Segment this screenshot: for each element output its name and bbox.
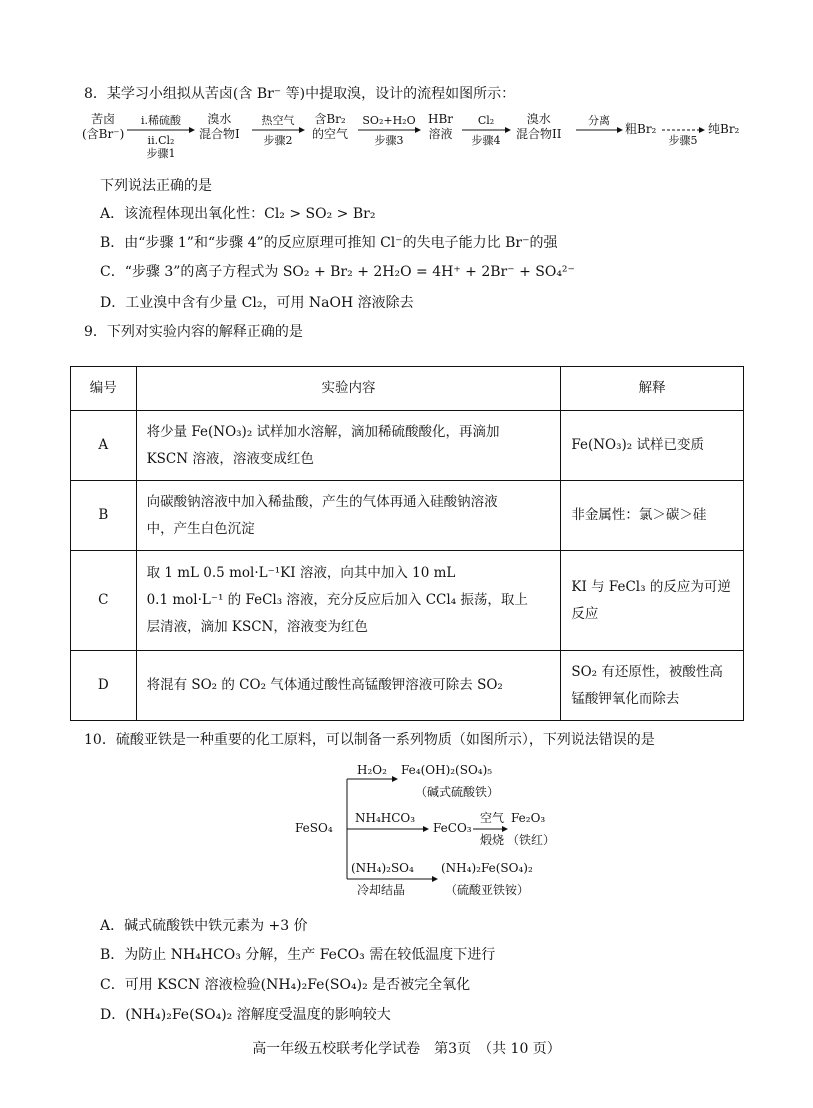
row-content: 向碳酸钠溶液中加入稀盐酸，产生的气体再通入硅酸钠溶液 中，产生白色沉淀 — [136, 481, 561, 551]
q10-option-d: D．(NH₄)₂Fe(SO₄)₂ 溶解度受温度的影响较大 — [100, 1007, 391, 1023]
header-id: 编号 — [71, 367, 137, 411]
diagram-b2-reagent: NH₄HCO₃ — [355, 811, 416, 825]
row-id: A — [71, 411, 137, 481]
diagram-b3-condition: 冷却结晶 — [357, 883, 406, 897]
diagram-start: FeSO₄ — [295, 821, 333, 835]
q8-option-b: B．由“步骤 1”和“步骤 4”的反应原理可推知 Cl⁻的失电子能力比 Br⁻的强 — [100, 235, 558, 251]
q10-stem: 10．硫酸亚铁是一种重要的化工原料，可以制备一系列物质（如图所示），下列说法错误的是 — [84, 732, 655, 748]
flow-node-6: 粗Br₂ — [625, 122, 657, 136]
q8-flow-diagram — [0, 108, 813, 164]
table-row — [71, 481, 744, 551]
row-id: C — [71, 551, 137, 651]
table-row — [71, 411, 744, 481]
q10-option-b: B．为防止 NH₄HCO₃ 分解，生产 FeCO₃ 需在较低温度下进行 — [100, 947, 496, 963]
diagram-b3-reagent: (NH₄)₂SO₄ — [351, 861, 414, 875]
q10-option-c: C．可用 KSCN 溶液检验(NH₄)₂Fe(SO₄)₂ 是否被完全氧化 — [100, 977, 471, 993]
flow-node-2: 溴水 混合物I — [199, 112, 240, 141]
q8-option-a: A．该流程体现出氧化性：Cl₂ > SO₂ > Br₂ — [100, 206, 376, 222]
diagram-b2-condition2: 煅烧 — [480, 833, 505, 847]
diagram-b1-reagent: H₂O₂ — [357, 763, 387, 777]
table-row — [71, 551, 744, 651]
row-id: D — [71, 651, 137, 721]
row-id: B — [71, 481, 137, 551]
row-explain: Fe(NO₃)₂ 试样已变质 — [561, 411, 744, 481]
flow-label-2-top: 热空气 — [261, 114, 295, 127]
q8-option-d: D．工业溴中含有少量 Cl₂，可用 NaOH 溶液除去 — [100, 295, 414, 311]
table-header-row — [71, 367, 744, 411]
diagram-b3-product: (NH₄)₂Fe(SO₄)₂ — [441, 861, 533, 875]
q9-stem: 9．下列对实验内容的解释正确的是 — [84, 324, 303, 340]
row-explain: 非金属性：氯＞碳＞硅 — [561, 481, 744, 551]
page-footer: 高一年级五校联考化学试卷 第3页 （共 10 页） — [252, 1041, 561, 1057]
flow-node-4: HBr 溶液 — [428, 112, 454, 141]
flow-node-7: 纯Br₂ — [708, 122, 740, 136]
diagram-b1-product: Fe₄(OH)₂(SO₄)₅ — [401, 763, 493, 777]
q10-option-a: A．碱式硫酸铁中铁元素为 +3 价 — [100, 918, 308, 934]
row-content: 取 1 mL 0.5 mol·L⁻¹KI 溶液，向其中加入 10 mL 0.1 mol·L⁻¹ 的 FeCl₃ 溶液，充分反应后加入 CCl₄ 振荡，取上 层清液，滴加 KSCN，溶液变为红色 — [136, 551, 561, 651]
header-content: 实验内容 — [136, 367, 561, 411]
flow-label-2-bottom: 步骤2 — [263, 134, 293, 147]
row-explain: KI 与 FeCl₃ 的反应为可逆 反应 — [561, 551, 744, 651]
q9-table — [70, 366, 744, 721]
flow-label-3-top: SO₂+H₂O — [362, 114, 416, 127]
diagram-b2-name2: （铁红） — [507, 833, 556, 847]
q10-reaction-diagram — [285, 755, 565, 900]
row-content: 将混有 SO₂ 的 CO₂ 气体通过酸性高锰酸钾溶液可除去 SO₂ — [136, 651, 561, 721]
flow-label-3-bottom: 步骤3 — [374, 134, 404, 147]
header-explain: 解释 — [561, 367, 744, 411]
diagram-b1-name: （碱式硫酸铁） — [415, 785, 500, 799]
diagram-b2-product2: Fe₂O₃ — [511, 811, 546, 825]
q8-option-c: C．“步骤 3”的离子方程式为 SO₂ + Br₂ + 2H₂O = 4H⁺ + 2Br⁻ + SO₄²⁻ — [100, 264, 575, 280]
flow-node-3: 含Br₂ 的空气 — [312, 112, 349, 141]
row-explain: SO₂ 有还原性，被酸性高 锰酸钾氧化而除去 — [561, 651, 744, 721]
flow-label-4-bottom: 步骤4 — [471, 134, 501, 147]
flow-node-1: 苦卤 (含Br⁻) — [82, 112, 125, 141]
flow-label-1-bottom: ii.Cl₂ 步骤1 — [146, 134, 176, 160]
flow-label-6-bottom: 步骤5 — [668, 134, 698, 147]
flow-node-5: 溴水 混合物II — [516, 112, 562, 141]
table-row — [71, 651, 744, 721]
flow-label-4-top: Cl₂ — [477, 114, 495, 127]
diagram-b2-reagent2: 空气 — [480, 811, 505, 825]
flow-label-1-top: i.稀硫酸 — [140, 114, 181, 127]
row-content: 将少量 Fe(NO₃)₂ 试样加水溶解，滴加稀硫酸酸化，再滴加 KSCN 溶液，溶液变成红色 — [136, 411, 561, 481]
diagram-b3-name: （硫酸亚铁铵） — [445, 883, 530, 897]
q8-prompt: 下列说法正确的是 — [100, 178, 212, 194]
diagram-b2-product: FeCO₃ — [433, 821, 472, 835]
q8-stem: 8．某学习小组拟从苦卤(含 Br⁻ 等)中提取溴，设计的流程如图所示： — [84, 86, 516, 102]
flow-label-5-top: 分离 — [588, 114, 610, 127]
